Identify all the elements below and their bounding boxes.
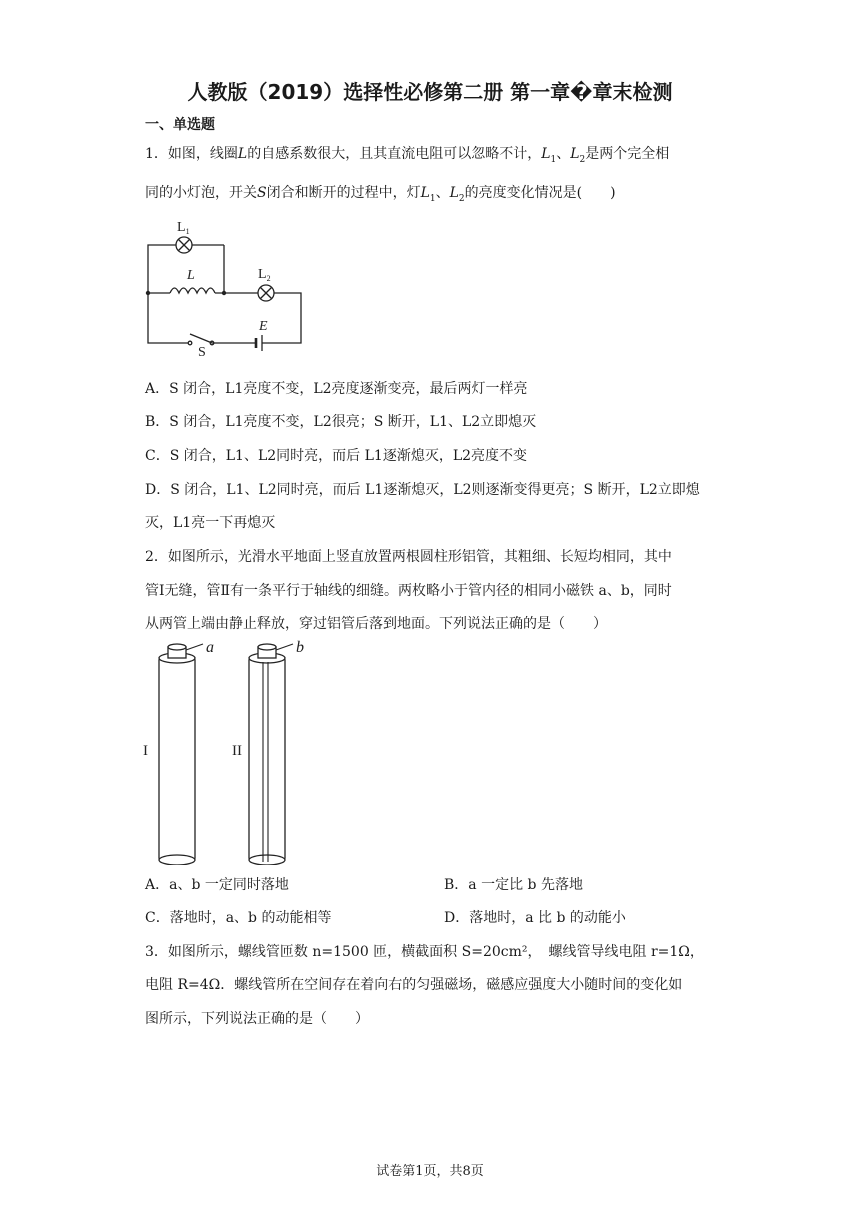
q3-line-3: 图所示，下列说法正确的是（ ） xyxy=(145,1011,369,1027)
q2-line-3: 从两管上端由静止释放，穿过铝管后落到地面。下列说法正确的是（ ） xyxy=(145,616,607,632)
q3-line-1: 3．如图所示，螺线管匝数 n=1500 匝，横截面积 S=20cm²， 螺线管导线电阻 r=1Ω， xyxy=(145,944,704,960)
q2-option-d[interactable]: D．落地时，a 比 b 的动能小 xyxy=(444,910,626,926)
svg-text:b: b xyxy=(296,640,304,656)
q2-option-c[interactable]: C．落地时，a、b 的动能相等 xyxy=(145,910,332,926)
svg-text:a: a xyxy=(206,640,214,656)
q1-option-d[interactable]: D．S 闭合，L1、L2同时亮，而后 L1逐渐熄灭，L2则逐渐变得更亮；S 断开，L2立即熄 xyxy=(145,482,700,498)
q1-line-2: 同的小灯泡，开关S闭合和断开的过程中，灯$L_1$、$L_2$的亮度变化情况是( ) xyxy=(145,185,616,204)
svg-text:S: S xyxy=(198,345,206,360)
q2-tubes-diagram xyxy=(135,640,320,865)
page-footer: 试卷第1页，共8页 xyxy=(376,1164,484,1179)
page-title: 人教版（2019）选择性必修第二册 第一章�章末检测 xyxy=(187,80,673,104)
q1-circuit-diagram xyxy=(140,215,320,360)
svg-text:L2: $L_2$ xyxy=(258,267,271,283)
svg-text:L: L xyxy=(187,268,195,283)
q2-line-1: 2．如图所示，光滑水平地面上竖直放置两根圆柱形铝管，其粗细、长短均相同，其中 xyxy=(145,549,672,565)
q3-line-2: 电阻 R=4Ω．螺线管所在空间存在着向右的匀强磁场，磁感应强度大小随时间的变化如 xyxy=(145,977,683,993)
q1-option-c[interactable]: C．S 闭合，L1、L2同时亮，而后 L1逐渐熄灭，L2亮度不变 xyxy=(145,448,528,464)
q1-option-b[interactable]: B．S 闭合，L1亮度不变，L2很亮；S 断开，L1、L2立即熄灭 xyxy=(145,414,537,430)
svg-text:E: E xyxy=(259,319,268,334)
q1-line-1: 1．如图，线圈L的自感系数很大，且其直流电阻可以忽略不计，$L_1$、$L_2$是两个完全相 xyxy=(145,146,670,165)
q1-option-a[interactable]: A．S 闭合，L1亮度不变，L2亮度逐渐变亮，最后两灯一样亮 xyxy=(145,381,528,397)
q2-line-2: 管Ⅰ无缝，管Ⅱ有一条平行于轴线的细缝。两枚略小于管内径的相同小磁铁 a、b，同时 xyxy=(145,583,672,599)
svg-text:II: II xyxy=(232,743,242,759)
q2-option-b[interactable]: B．a 一定比 b 先落地 xyxy=(444,877,583,893)
svg-text:L1: $L_1$ xyxy=(177,220,190,236)
q2-option-a[interactable]: A．a、b 一定同时落地 xyxy=(145,877,289,893)
q1-option-d-cont: 灭，L1亮一下再熄灭 xyxy=(145,515,276,531)
section-heading: 一、单选题 xyxy=(145,117,215,133)
svg-text:I: I xyxy=(143,743,148,759)
